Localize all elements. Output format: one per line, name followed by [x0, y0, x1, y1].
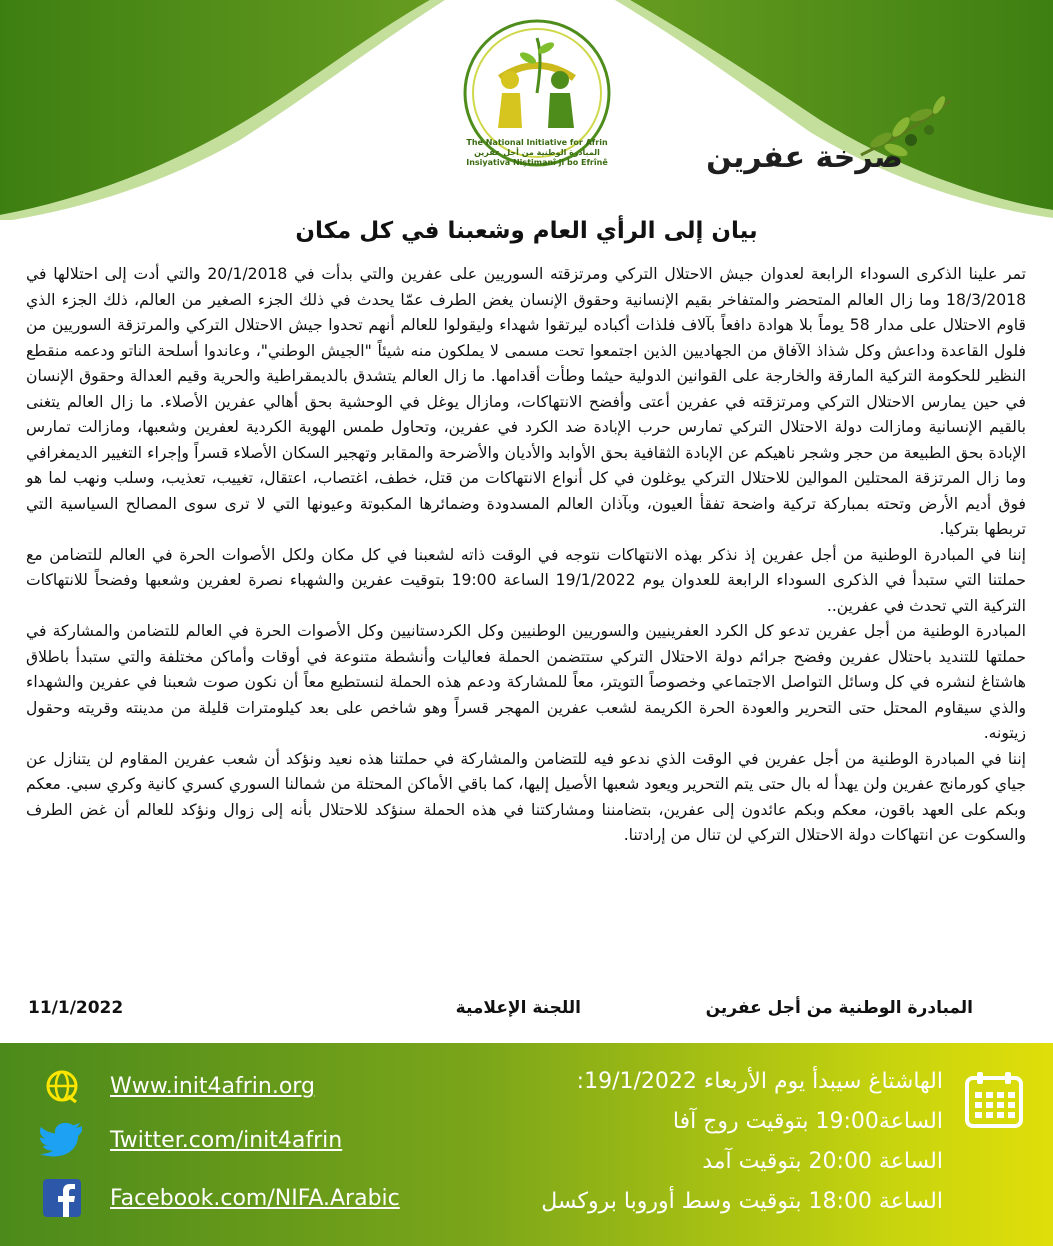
- schedule-line: الهاشتاغ سيبدأ يوم الأربعاء 19/1/2022:: [576, 1069, 943, 1094]
- globe-icon: [38, 1066, 86, 1106]
- schedule-line: الساعة 20:00 بتوقيت آمد: [702, 1149, 943, 1174]
- logo-caption: [442, 138, 632, 168]
- signature-committee: اللجنة الإعلامية: [455, 998, 581, 1018]
- logo-line-ku: Insiyativa Niştimanî ji bo Efrînê: [466, 158, 608, 167]
- signature-org: المبادرة الوطنية من أجل عفرين: [705, 998, 973, 1018]
- facebook-link-row[interactable]: [38, 1178, 400, 1218]
- twitter-link-row[interactable]: [38, 1120, 342, 1160]
- twitter-icon: [38, 1120, 86, 1160]
- paragraph: إننا في المبادرة الوطنية من أجل عفرين إذ نذكر بهذه الانتهاكات نتوجه في الوقت ذاته لشعبنا في كل مكان ولكل الأصوات الحرة في العالم للتضامن مع حملتنا التي ستبدأ في الذكرى السوداء الرابعة للعدوان يوم 19/1/2022 الساعة 19:00 بتوقيت عفرين والشهباء نصرة لعفرين وشعبها وفضحاً للانتهاكات التركية التي تحدث في عفرين..: [26, 545, 1026, 615]
- paragraph: إننا في المبادرة الوطنية من أجل عفرين في الوقت الذي ندعو فيه للتضامن والمشاركة في حملتنا هذه نعيد ونؤكد أن شعب عفرين المقاوم لن يتنازل عن جياي كورمانج عفرين ولن يهدأ له بال حتى يتم التحرير ويعود شعبها الأصيل إليها، كما باقي الأماكن المحتلة من شمالنا السوري كسري كانية وكري سبي. معكم وبكم على العهد باقون، معكم وبكم عائدون إلى عفرين، بتضامننا ومشاركتنا في هذه الحملة سنؤكد للاحتلال بأنه إلى زوال ونؤكد للعالم أن غض الطرف والسكوت عن انتهاكات دولة الاحتلال التركي لن تنال من إرادتنا.: [26, 749, 1026, 844]
- twitter-link[interactable]: Twitter.com/init4afrin: [110, 1127, 343, 1153]
- facebook-link[interactable]: Facebook.com/NIFA.Arabic: [110, 1185, 400, 1211]
- logo-line-ar: المبادرة الوطنية من أجل عفرين: [474, 148, 600, 157]
- signature-date: 11/1/2022: [28, 998, 124, 1018]
- schedule-line: الساعة19:00 بتوقيت روج آفا: [672, 1109, 943, 1134]
- page-title: بيان إلى الرأي العام وشعبنا في كل مكان: [295, 218, 758, 244]
- website-link-row[interactable]: [38, 1066, 315, 1106]
- facebook-icon: [38, 1178, 86, 1218]
- statement-body: [26, 262, 1026, 849]
- logo-line-en: The National Initiative for Afrin: [466, 138, 608, 147]
- brand-title: صرخة عفرين: [706, 140, 903, 175]
- paragraph: المبادرة الوطنية من أجل عفرين تدعو كل الكرد العفرينيين والسوريين الوطنيين وكل الكردستانيين وكل الأصوات الحرة في العالم للتضامن والمشاركة في حملتها للتنديد باحتلال عفرين وفضح جرائم دولة الاحتلال التركي ستتضمن الحملة فعاليات وأنشطة متنوعة في أوقات وأماكن مختلفة والتي ستبدأ باطلاق هاشتاغ لنشره في كل وسائل التواصل الاجتماعي وخصوصاً التويتر، معاً للمشاركة ودعم هذه الحملة لنستطيع معاً أن نكون صوت شعبنا في عفرين والشهداء والذي سيقاوم المحتل حتى التحرير والعودة الحرة الكريمة لشعب عفرين المهجر قسراً وهو شاخص على بعد كيلومترات قليلة من مدينته وقريته وحقول زيتونه.: [26, 622, 1026, 742]
- paragraph: تمر علينا الذكرى السوداء الرابعة لعدوان جيش الاحتلال التركي ومرتزقته السوريين على عفرين والتي بدأت في 20/1/2018 والتي أدت إلى احتلالها في 18/3/2018 وما زال العالم المتحضر والمتفاخر بقيم الإنسانية وحقوق الإنسان يغض الطرف عمّا يحدث في ذلك الجزء الصغير من العالم، ذلك الجزء الذي قاوم الاحتلال على مدار 58 يوماً بلا هوادة دافعاً بآلاف فلذات أكباده ليرتقوا شهداء وليقولوا للعالم أنهم تحدوا جيش الاحتلال التركي والمرتزقة السوريين من فلول القاعدة وداعش وكل شذاذ الآفاق من الجهاديين الذين اجتمعوا تحت مسمى لا يملكون منه شيئاً "الجيش الوطني"، وعاندوا أسلحة الناتو ودعمه منقطع النظير للحكومة التركية المارقة والخارجة على القوانين الدولية حيثما وطأت أقدامها. ما زال العالم يتشدق بالديمقراطية والحرية وقيم العدالة وحقوق الإنسان في حين يمارس الاحتلال التركي ومرتزقته في عفرين أعتى وأفضح الانتهاكات، ومازال يوغل في الوحشية بحق أهالي عفرين الأصلاء. ما زال العالم يتغنى بالقيم الإنسانية ومازالت دولة الاحتلال التركي تمارس حرب الإبادة ضد الكرد في عفرين، وتحاول طمس الهوية الكردية لعفرين وشعبها، ومازالت تمارس الإبادة بحق الطبيعة من حجر وشجر ناهيكم عن الإبادة الثقافية بحق الأوابد والأديان والأضرحة والمقابر وتهجير السكان الأصلاء قسراً وإجراء التغيير الديمغرافي وما زال المرتزقة المحتلين الموالين للاحتلال التركي يوغلون في كل أنواع الانتهاكات من قتل، خطف، اغتصاب، اعتقال، تغييب، تعذيب، وسلب ونهب لما هو فوق أديم الأرض وتحته بمباركة تركية واضحة تفقأ العيون، وبآذان العالم المسدودة وضمائرها المكبوتة وعيونها التي لا ترى سوى المصالح السياسية التي تربطها بتركيا.: [26, 265, 1027, 538]
- calendar-icon: [963, 1070, 1025, 1130]
- website-link[interactable]: Www.init4afrin.org: [110, 1073, 315, 1099]
- hashtag-schedule: [541, 1062, 943, 1222]
- signature-row: [0, 998, 1053, 1028]
- schedule-line: الساعة 18:00 بتوقيت وسط أوروبا بروكسل: [541, 1189, 943, 1214]
